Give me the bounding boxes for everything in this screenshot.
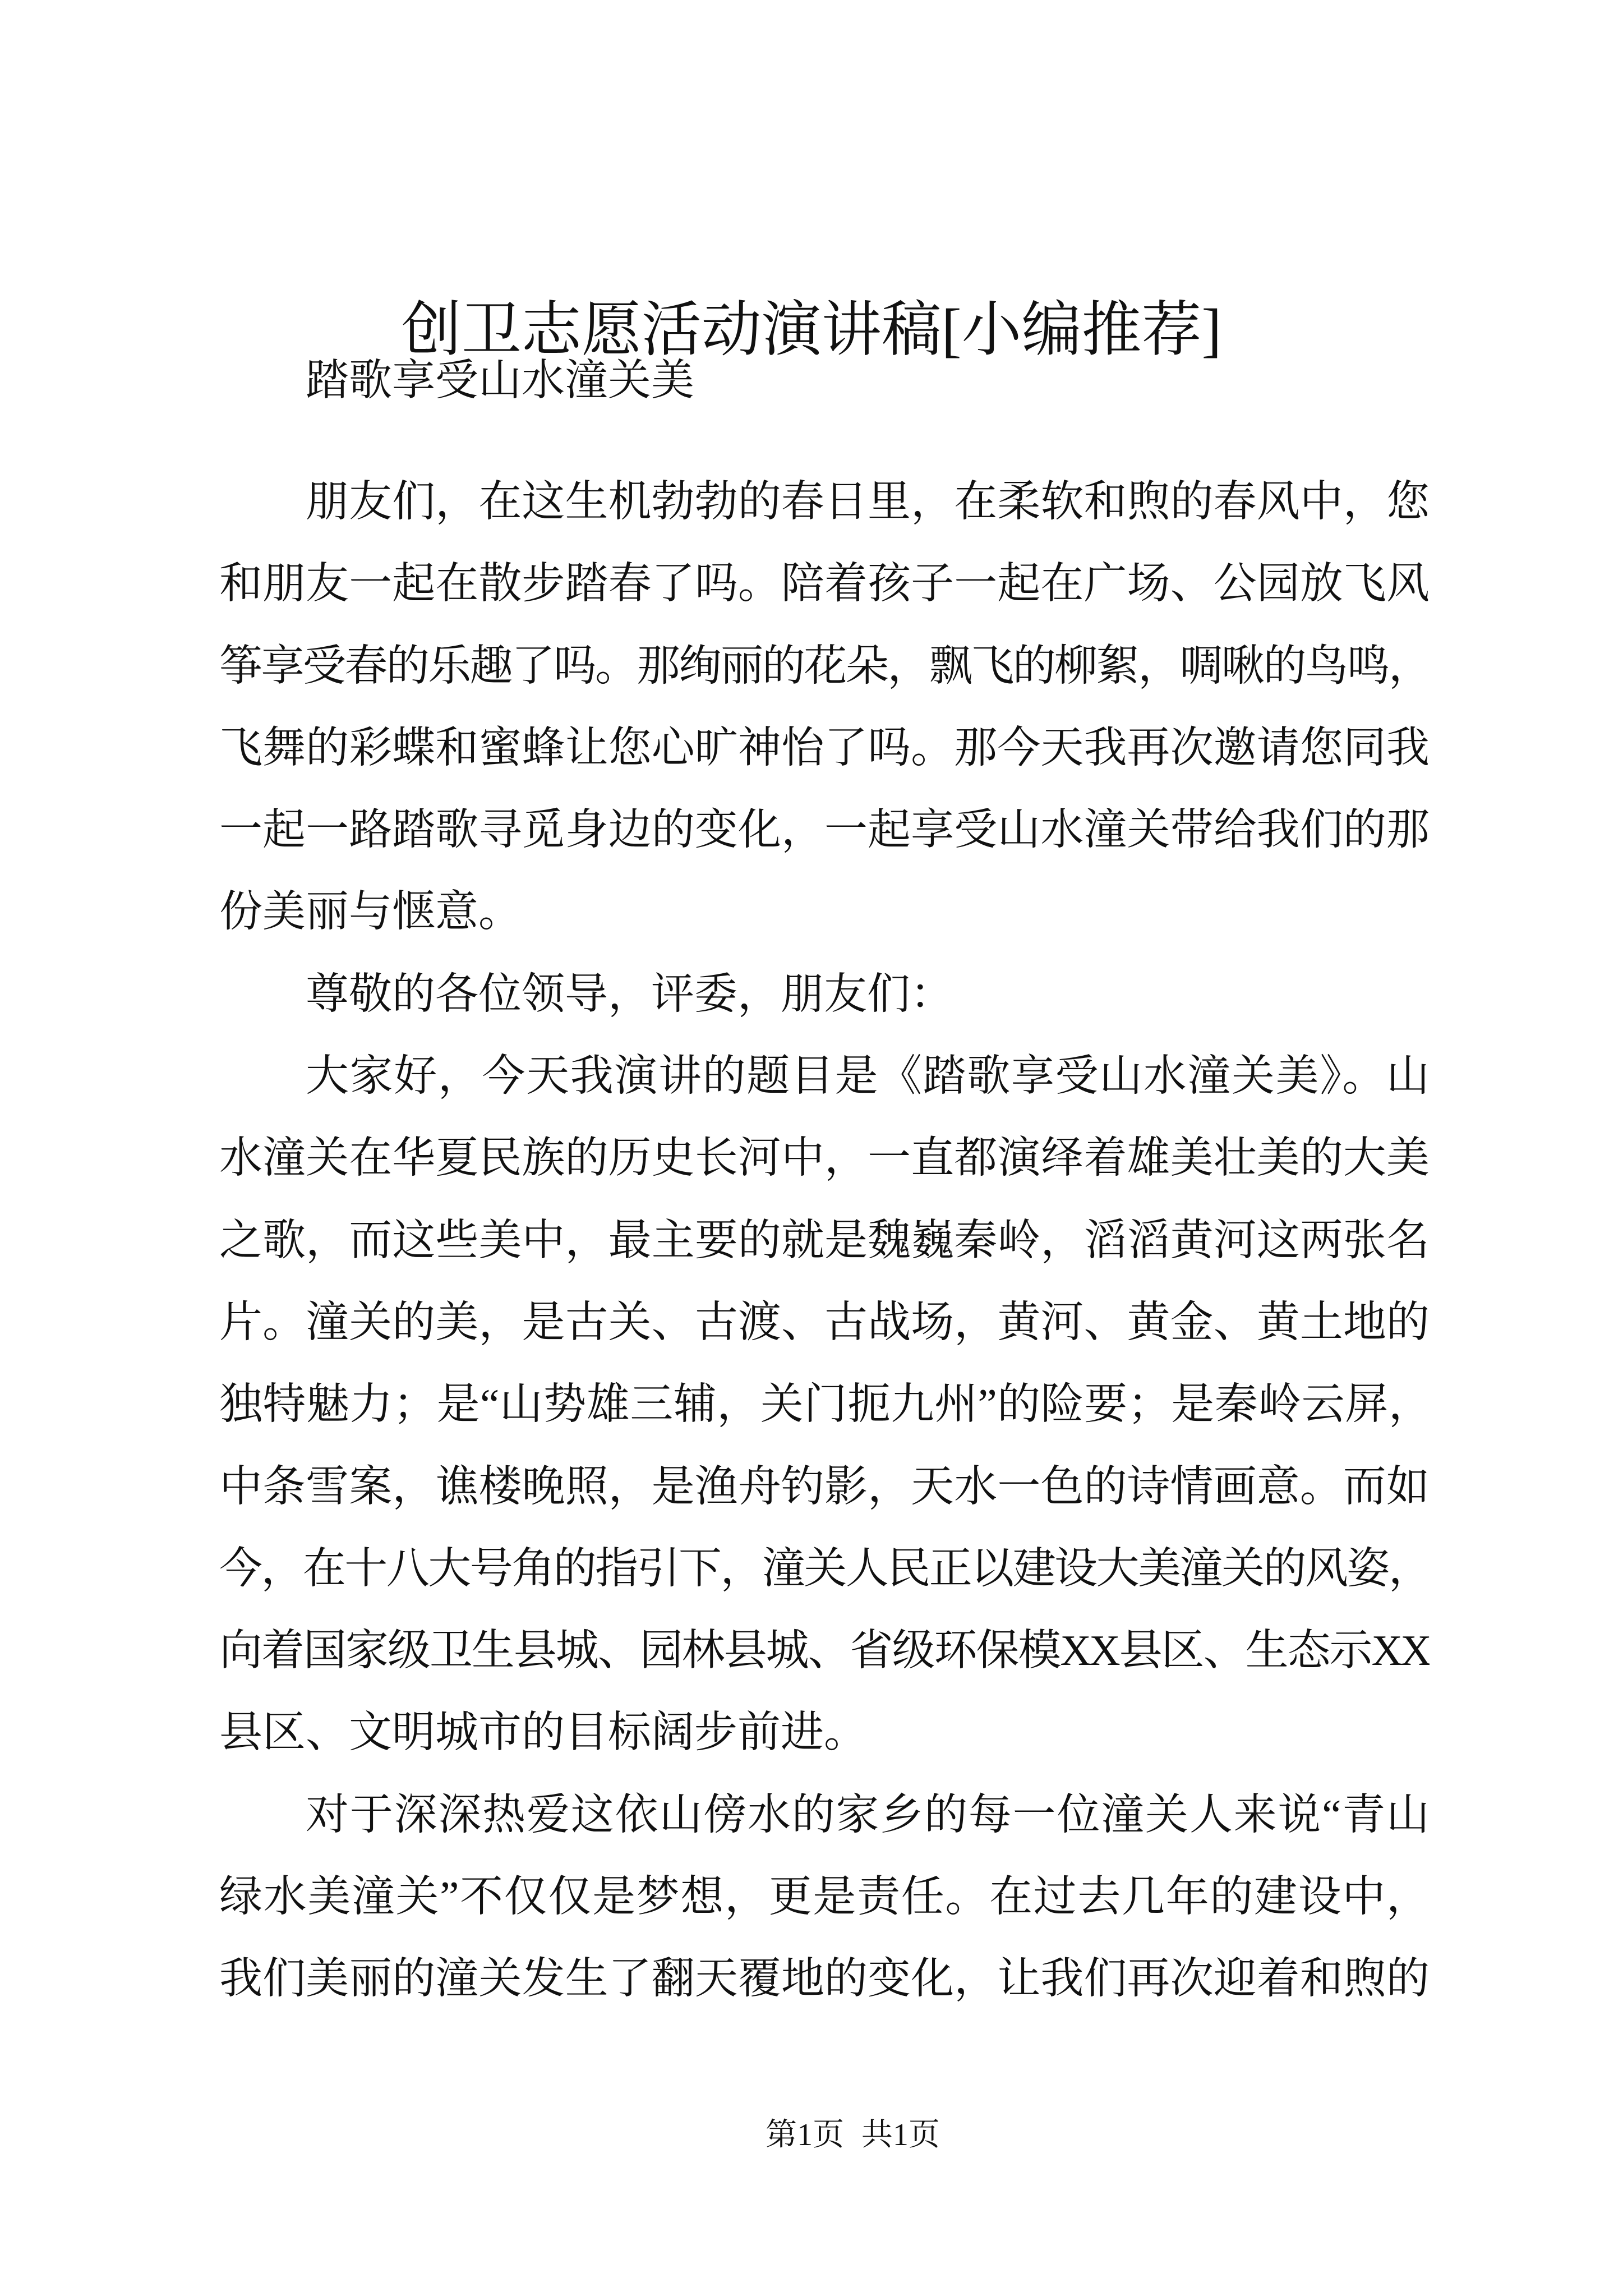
paragraph-line: 大家好，今天我演讲的题目是《踏歌享受山水潼关美》。山 (306, 1052, 1430, 1101)
paragraph-line: 飞舞的彩蝶和蜜蜂让您心旷神怡了吗。那今天我再次邀请您同我 (219, 723, 1430, 772)
paragraph (219, 953, 1430, 1035)
paragraph-line: 片。潼关的美，是古关、古渡、古战场，黄河、黄金、黄土地的 (219, 1297, 1430, 1346)
paragraph-line: 尊敬的各位领导，评委，朋友们： (306, 969, 953, 1018)
document-subtitle: 踏歌享受山水潼关美 (306, 356, 694, 404)
paragraph-line: 今，在十八大号角的指引下，潼关人民正以建设大美潼关的风姿， (219, 1544, 1430, 1593)
paragraph-line: 份美丽与惬意。 (219, 887, 522, 936)
paragraph (219, 1774, 1430, 2020)
paragraph-line: 对于深深热爱这依山傍水的家乡的每一位潼关人来说“青山 (306, 1790, 1430, 1839)
paragraph-line: 筝享受春的乐趣了吗。那绚丽的花朵，飘飞的柳絮，啁啾的鸟鸣， (219, 641, 1430, 690)
document-body (219, 461, 1430, 2020)
paragraph (219, 461, 1430, 953)
paragraph-line: 和朋友一起在散步踏春了吗。陪着孩子一起在广场、公园放飞风 (219, 559, 1430, 608)
page-number-footer: 第1页 共1页 (766, 2118, 940, 2152)
paragraph-line: 之歌，而这些美中，最主要的就是魏巍秦岭，滔滔黄河这两张名 (219, 1216, 1430, 1264)
paragraph (219, 1035, 1430, 1774)
paragraph-line: 水潼关在华夏民族的历史长河中，一直都演绎着雄美壮美的大美 (219, 1134, 1430, 1182)
paragraph-line: 向着国家级卫生县城、园林县城、省级环保模XX县区、生态示XX (219, 1626, 1430, 1675)
paragraph-line: 中条雪案，谯楼晚照，是渔舟钓影，天水一色的诗情画意。而如 (219, 1462, 1430, 1511)
document-title: 创卫志愿活动演讲稿[小编推荐] (401, 297, 1222, 364)
paragraph-line: 一起一路踏歌寻觅身边的变化，一起享受山水潼关带给我们的那 (219, 806, 1430, 854)
paragraph-line: 独特魅力；是“山势雄三辅，关门扼九州”的险要；是秦岭云屏， (219, 1380, 1430, 1429)
paragraph-line: 绿水美潼关”不仅仅是梦想，更是责任。在过去几年的建设中， (219, 1872, 1430, 1921)
paragraph-line: 朋友们，在这生机勃勃的春日里，在柔软和煦的春风中，您 (306, 477, 1430, 526)
paragraph-line: 县区、文明城市的目标阔步前进。 (219, 1708, 867, 1757)
paragraph-line: 我们美丽的潼关发生了翻天覆地的变化，让我们再次迎着和煦的 (219, 1954, 1430, 2003)
